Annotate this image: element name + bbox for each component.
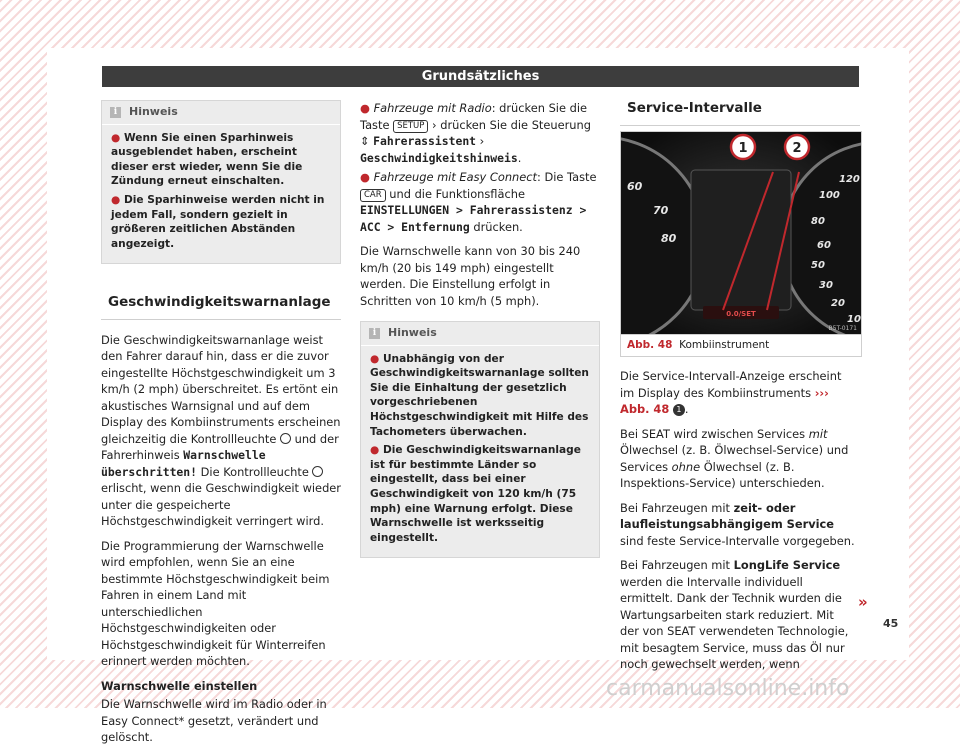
hint-item: ● Die Sparhinweise werden nicht in jedem Fall, sondern gezielt in größeren zeitlichen Abständen angezeigt. [111,193,325,250]
figure-code: B5T-0171 [828,325,857,332]
right-gauge-label: 10 [847,314,861,325]
right-text [620,368,856,681]
figure-instrument-cluster [620,131,862,357]
left-gauge-label: 60 [627,180,643,193]
paragraph: Bei SEAT wird zwischen Services mit Ölwechsel (z. B. Ölwechsel-Service) und Services ohne Ölwechsel (z. B. Inspektions-Service) unterschieden. [620,426,849,490]
subheading: Warnschwelle einstellen [101,678,258,693]
left-column [101,100,341,754]
updown-icon: ⇕ [360,134,370,148]
callout-2: 2 [792,141,802,156]
paragraph: Die Warnschwelle wird im Radio oder in Easy Connect* gesetzt, verändert und gelöscht. [101,697,327,745]
paragraph: Bei Fahrzeugen mit LongLife Service werden die Intervalle individuell ermittelt. Dank der Technik wurden die Wartungsarbeiten stark reduziert. Mit der von SEAT verwendeten Technologie, mit besagtem Service, muss das Öl nur noch gewechselt werden, wenn [620,558,849,671]
paragraph: Die Geschwindigkeitswarnanlage weist den Fahrer darauf hin, dass er die zuvor eingestellte Höchstgeschwindigkeit um 3 km/h (2 mph) überschreitet. Es ertönt ein akustisches Warnsignal und auf dem Display des Kombiinstruments erscheinen gleichzeitig die Kontrollleuchte und der Fahrerhinweis Warnschwelle überschritten! Die Kontrollleuchte erlischt, wenn die Geschwindigkeit wieder unter die gespeicherte Höchstgeschwindigkeit verringert wird. [101,332,341,529]
speed-warning-icon [312,466,323,477]
speed-warning-icon [280,433,291,444]
header-title: Grundsätzliches [421,69,540,84]
hint-header [361,322,599,346]
figure-label: Abb. 48 [627,339,673,351]
right-gauge-label: 50 [811,260,825,271]
hint-box [360,321,600,558]
figure-caption: Abb. 48 Kombiinstrument [621,334,861,355]
right-gauge-label: 80 [811,216,825,227]
right-gauge-label: 100 [819,190,840,201]
right-gauge-label: 120 [839,174,860,185]
paragraph: Die Warnschwelle kann von 30 bis 240 km/h (20 bis 149 mph) eingestellt werden. Die Einstellung erfolgt in Schritten von 10 km/h (5 mph). [360,244,581,308]
info-icon: i [110,107,121,118]
hint-header [102,101,340,125]
bullet-easy-connect: ● Fahrzeuge mit Easy Connect: Die Taste CAR und die Funktionsfläche EINSTELLUNGEN > Fahrerassistenz > ACC > Entfernung drücken. [360,170,597,234]
hint-item: ● Unabhängig von der Geschwindigkeitswarnanlage sollten Sie die Einhaltung der gesetzlich vorgeschriebenen Höchstgeschwindigkeit mit Hilfe des Tachometers überwachen. [370,352,589,438]
setup-key: SETUP [393,120,428,133]
continue-mark: » [858,593,868,611]
hint-box [101,100,341,264]
hint-body [102,125,340,264]
callout-ref-1: 1 [673,404,685,416]
cluster-svg [621,132,861,334]
section-title: Service-Intervalle [620,100,860,126]
page-number: 45 [883,617,899,630]
paragraph: Die Programmierung der Warnschwelle wird empfohlen, wenn Sie an eine bestimmte Höchstgeschwindigkeit beim Fahren in einem Land mit unterschiedlichen Höchstgeschwindigkeiten oder Höchstgeschwindigkeit für Winterreifen erinnert werden möchten. [101,538,330,669]
car-key: CAR [360,189,386,202]
middle-column [360,100,600,558]
watermark: carmanualsonline.info [606,676,850,701]
info-icon: i [369,328,380,339]
left-gauge-label: 80 [661,232,677,245]
hint-title: Hinweis [388,326,437,339]
right-column [620,100,860,126]
paragraph: Die Service-Intervall-Anzeige erscheint im Display des Kombiinstruments ››› Abb. 48 1 . [620,369,842,416]
figure-link[interactable]: Abb. 48 [620,402,670,416]
page-header [102,66,859,87]
callout-1: 1 [738,141,748,156]
display-text: 0.0/SET [726,310,756,318]
right-gauge-label: 20 [831,298,845,309]
instrument-cluster-image [621,132,861,334]
section-title: Geschwindigkeitswarnanlage [101,294,341,320]
hint-body [361,346,599,558]
hint-item: ● Die Geschwindigkeitswarnanlage ist für bestimmte Länder so eingestellt, dass bei einer Geschwindigkeit von 120 km/h (75 mph) eine Warnung erfolgt. Diese Warnschwelle ist werksseitig eingestellt. [370,444,581,544]
right-gauge-label: 30 [819,280,833,291]
hint-item: ● Wenn Sie einen Sparhinweis ausgeblendet haben, erscheint dieser erst wieder, wenn Sie die Zündung erneut einschalten. [111,131,303,188]
right-gauge-label: 60 [817,240,831,251]
bullet-radio: ● Fahrzeuge mit Radio: drücken Sie die Taste SETUP › drücken Sie die Steuerung ⇕ Fahrerassistent › Geschwindigkeitshinweis. [360,101,591,165]
paragraph: Bei Fahrzeugen mit zeit- oder laufleistungsabhängigem Service sind feste Service-Intervalle vorgegeben. [620,500,855,548]
hint-title: Hinweis [129,105,178,118]
left-gauge-label: 70 [653,204,669,217]
